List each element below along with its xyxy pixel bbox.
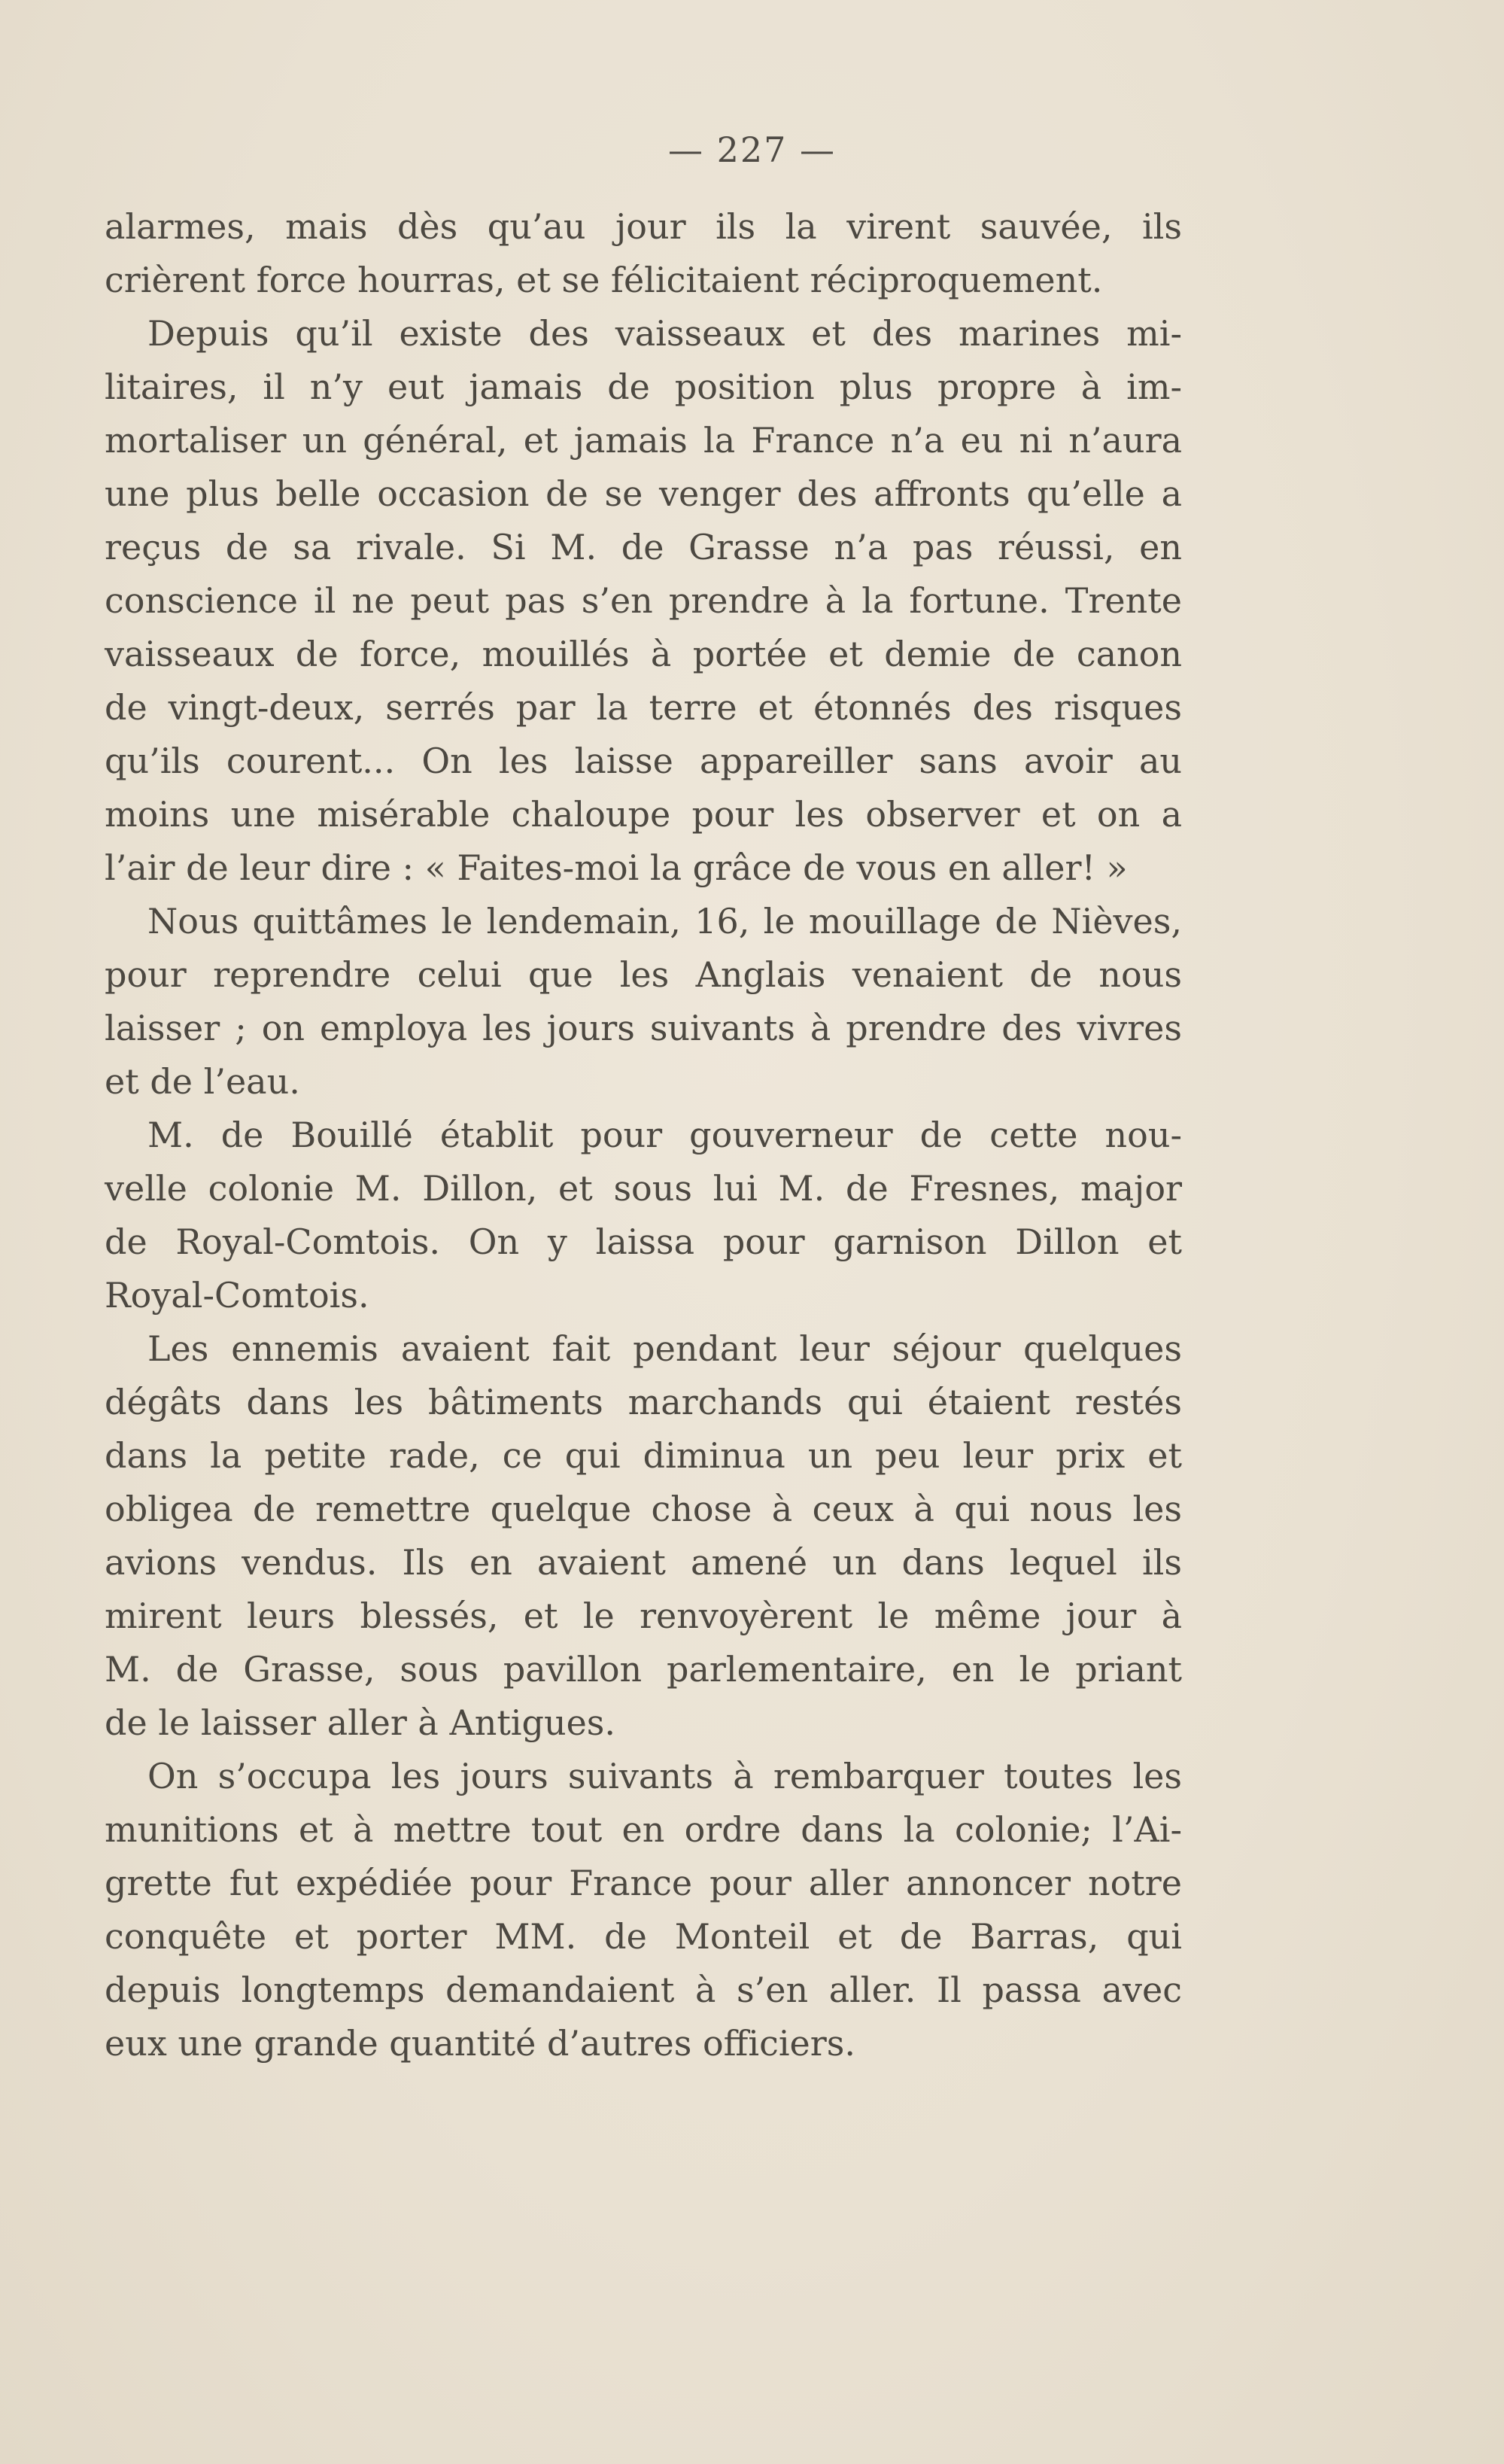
text-line: de le laisser aller à Antigues. bbox=[105, 1702, 616, 1743]
text-line: avions vendus. Ils en avaient amené un dans lequel ils bbox=[105, 1542, 1182, 1583]
page-number: — 227 — bbox=[667, 129, 837, 170]
text-line: M. de Bouillé établit pour gouverneur de cette nou- bbox=[147, 1115, 1182, 1155]
text-line: mortaliser un général, et jamais la France n’a eu ni n’aura bbox=[105, 420, 1182, 461]
text-line: vaisseaux de force, mouillés à portée et demie de canon bbox=[105, 634, 1182, 674]
text-line: depuis longtemps demandaient à s’en aller. Il passa avec bbox=[105, 1970, 1182, 2010]
text-line: de Royal-Comtois. On y laissa pour garnison Dillon et bbox=[105, 1221, 1182, 1262]
text-line: munitions et à mettre tout en ordre dans la colonie; l’Ai- bbox=[105, 1809, 1182, 1850]
text-line: Les ennemis avaient fait pendant leur séjour quelques bbox=[147, 1328, 1182, 1369]
text-line: crièrent force hourras, et se félicitaient réciproquement. bbox=[105, 260, 1103, 300]
text-line: eux une grande quantité d’autres officiers. bbox=[105, 2023, 855, 2064]
text-line: mirent leurs blessés, et le renvoyèrent le même jour à bbox=[105, 1596, 1182, 1636]
text-line: dégâts dans les bâtiments marchands qui étaient restés bbox=[105, 1382, 1182, 1422]
text-line: dans la petite rade, ce qui diminua un peu leur prix et bbox=[105, 1435, 1182, 1476]
text-line: pour reprendre celui que les Anglais venaient de nous bbox=[105, 954, 1182, 995]
text-line: litaires, il n’y eut jamais de position plus propre à im- bbox=[105, 367, 1182, 407]
text-line: conscience il ne peut pas s’en prendre à la fortune. Trente bbox=[105, 580, 1182, 621]
text-line: moins une misérable chaloupe pour les observer et on a bbox=[105, 794, 1182, 835]
text-line: grette fut expédiée pour France pour aller annoncer notre bbox=[105, 1863, 1182, 1903]
text-line: qu’ils courent... On les laisse appareiller sans avoir au bbox=[105, 741, 1182, 781]
text-line: velle colonie M. Dillon, et sous lui M. de Fresnes, major bbox=[105, 1168, 1182, 1209]
text-line: On s’occupa les jours suivants à rembarquer toutes les bbox=[147, 1756, 1182, 1796]
text-line: M. de Grasse, sous pavillon parlementaire, en le priant bbox=[105, 1649, 1182, 1690]
text-line: de vingt-deux, serrés par la terre et étonnés des risques bbox=[105, 687, 1182, 728]
text-line: conquête et porter MM. de Monteil et de Barras, qui bbox=[105, 1916, 1182, 1957]
text-line: reçus de sa rivale. Si M. de Grasse n’a pas réussi, en bbox=[105, 527, 1182, 567]
text-line: Depuis qu’il existe des vaisseaux et des marines mi- bbox=[147, 313, 1182, 354]
text-line: Nous quittâmes le lendemain, 16, le mouillage de Nièves, bbox=[147, 901, 1182, 941]
text-line: une plus belle occasion de se venger des affronts qu’elle a bbox=[105, 473, 1182, 514]
text-line: et de l’eau. bbox=[105, 1061, 300, 1102]
body-text bbox=[105, 200, 1182, 2070]
text-line: laisser ; on employa les jours suivants à prendre des vivres bbox=[105, 1008, 1182, 1048]
text-line: alarmes, mais dès qu’au jour ils la virent sauvée, ils bbox=[105, 206, 1182, 247]
text-line: obligea de remettre quelque chose à ceux à qui nous les bbox=[105, 1489, 1182, 1529]
text-line: Royal-Comtois. bbox=[105, 1275, 369, 1316]
text-line: l’air de leur dire : « Faites-moi la grâce de vous en aller! » bbox=[105, 847, 1128, 888]
